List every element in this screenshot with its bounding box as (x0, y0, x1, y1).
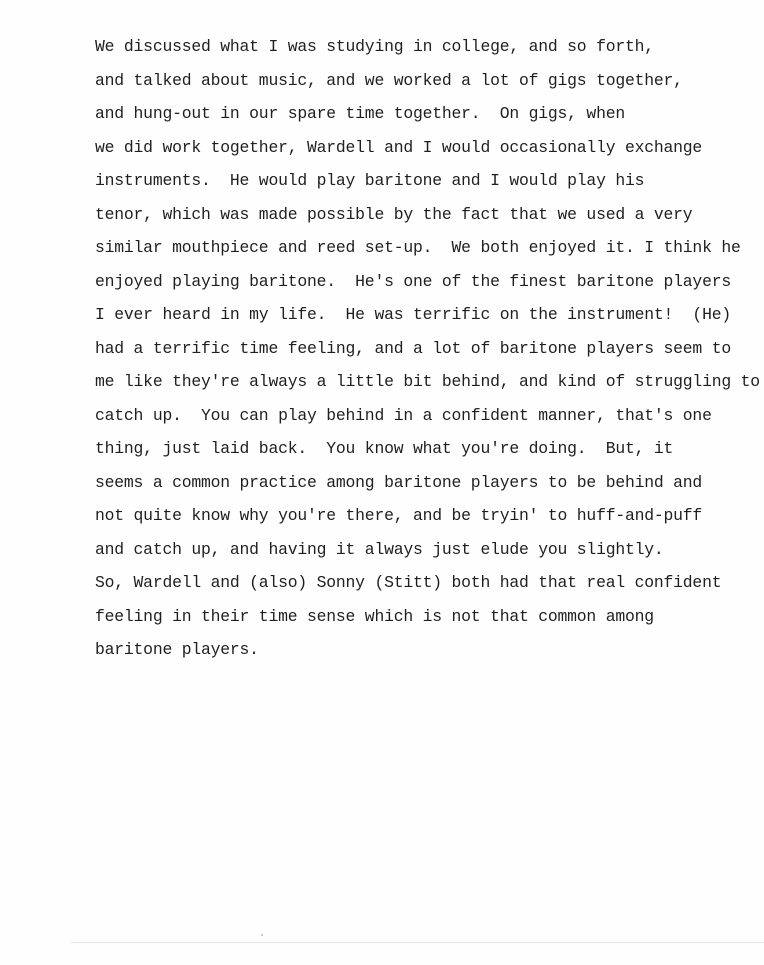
text-line-4: we did work together, Wardell and I would occasionally exchange (95, 137, 703, 157)
text-line-11: me like they're always a little bit behind, and kind of struggling to (95, 372, 760, 391)
page-bottom-edge (70, 942, 764, 943)
text-line-3: and hung-out in our spare time together. On gigs, when (95, 104, 625, 123)
text-line-18: feeling in their time sense which is not that common among (95, 606, 654, 626)
text-line-2: and talked about music, and we worked a lot of gigs together, (95, 70, 683, 90)
typed-paragraph (95, 30, 764, 667)
text-line-12: catch up. You can play behind in a confident manner, that's one (95, 405, 712, 425)
text-line-6: tenor, which was made possible by the fact that we used a very (95, 204, 693, 224)
text-line-17: So, Wardell and (also) Sonny (Stitt) both had that real confident (95, 573, 722, 592)
text-line-13: thing, just laid back. You know what you're doing. But, it (95, 439, 674, 458)
text-line-1: We discussed what I was studying in college, and so forth, (95, 37, 654, 56)
text-line-9: I ever heard in my life. He was terrific on the instrument! (He) (95, 305, 731, 324)
text-line-10: had a terrific time feeling, and a lot of baritone players seem to (95, 338, 731, 358)
text-line-5: instruments. He would play baritone and I would play his (95, 171, 645, 190)
text-line-8: enjoyed playing baritone. He's one of the finest baritone players (95, 271, 731, 291)
text-line-19: baritone players. (95, 640, 259, 659)
text-line-14: seems a common practice among baritone players to be behind and (95, 472, 703, 492)
text-line-16: and catch up, and having it always just elude you slightly. (95, 539, 664, 559)
text-line-15: not quite know why you're there, and be tryin' to huff-and-puff (95, 506, 703, 525)
scan-speck (261, 934, 263, 936)
text-line-7: similar mouthpiece and reed set-up. We both enjoyed it. I think he (95, 238, 741, 257)
